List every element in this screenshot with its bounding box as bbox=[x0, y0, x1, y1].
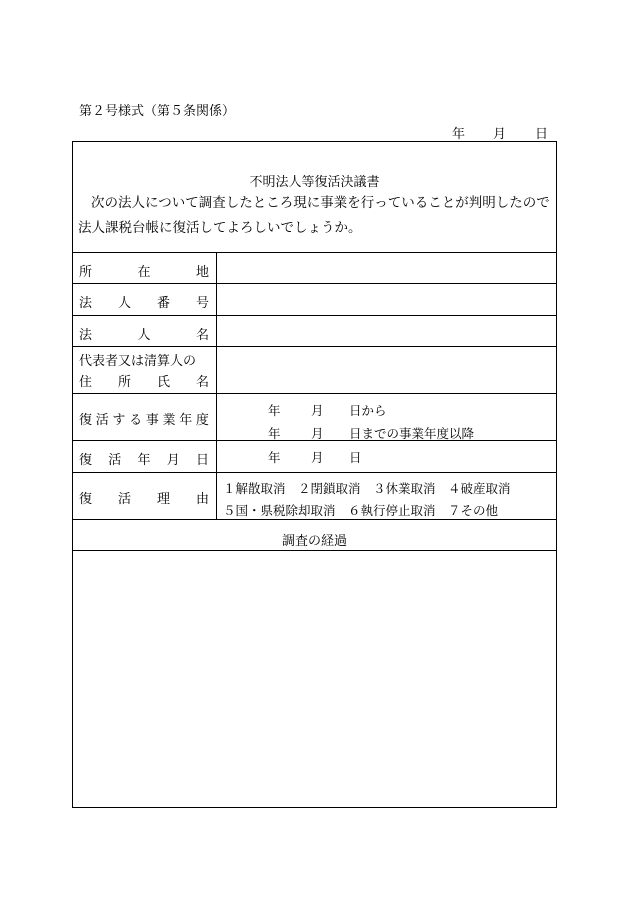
revival-date-month: 月 bbox=[311, 450, 324, 465]
form-reference: 第２号様式（第５条関係） bbox=[79, 104, 236, 119]
label-corporate-name: 法 人 名 bbox=[79, 328, 209, 343]
rule bbox=[73, 472, 556, 473]
rule bbox=[73, 252, 556, 253]
label-corporate-number: 法 人 番 号 bbox=[79, 296, 209, 311]
label-revival-date: 復 活 年 月 日 bbox=[79, 453, 209, 468]
revival-reasons-line2: ５国・県税除却取消 ６執行停止取消 ７その他 bbox=[223, 503, 499, 518]
column-divider bbox=[216, 252, 217, 519]
fiscal-to-month: 月 bbox=[311, 426, 324, 441]
rule bbox=[73, 315, 556, 316]
fiscal-from-day: 日から bbox=[349, 403, 387, 418]
fiscal-from-month: 月 bbox=[311, 403, 324, 418]
label-address-name: 住 所 氏 名 bbox=[79, 375, 209, 390]
rule bbox=[73, 346, 556, 347]
revival-date-day: 日 bbox=[349, 450, 362, 465]
label-representative: 代表者又は清算人の bbox=[79, 354, 197, 369]
header-date-day: 日 bbox=[535, 127, 549, 142]
document-body: 次の法人について調査したところ現に事業を行っていることが判明したので法人課税台帳に復活してよろしいでしょうか。 bbox=[78, 195, 550, 236]
fiscal-to-year: 年 bbox=[268, 426, 281, 441]
header-date-year: 年 bbox=[452, 127, 466, 142]
label-revival-reason: 復 活 理 由 bbox=[79, 492, 209, 507]
revival-date-year: 年 bbox=[268, 450, 281, 465]
rule bbox=[73, 393, 556, 394]
revival-reasons-line1: １解散取消 ２閉鎖取消 ３休業取消 ４破産取消 bbox=[223, 481, 511, 496]
label-location: 所 在 地 bbox=[79, 265, 209, 280]
document-title: 不明法人等復活決議書 bbox=[249, 175, 380, 190]
rule bbox=[73, 550, 556, 551]
rule bbox=[73, 519, 556, 520]
header-date-month: 月 bbox=[493, 127, 507, 142]
fiscal-to-day: 日までの事業年度以降 bbox=[349, 426, 475, 441]
fiscal-from-year: 年 bbox=[268, 403, 281, 418]
resolution-form bbox=[72, 141, 557, 808]
label-fiscal-year: 復 活 す る 事 業 年 度 bbox=[79, 413, 209, 428]
investigation-progress-heading: 調査の経過 bbox=[281, 534, 347, 549]
rule bbox=[73, 283, 556, 284]
